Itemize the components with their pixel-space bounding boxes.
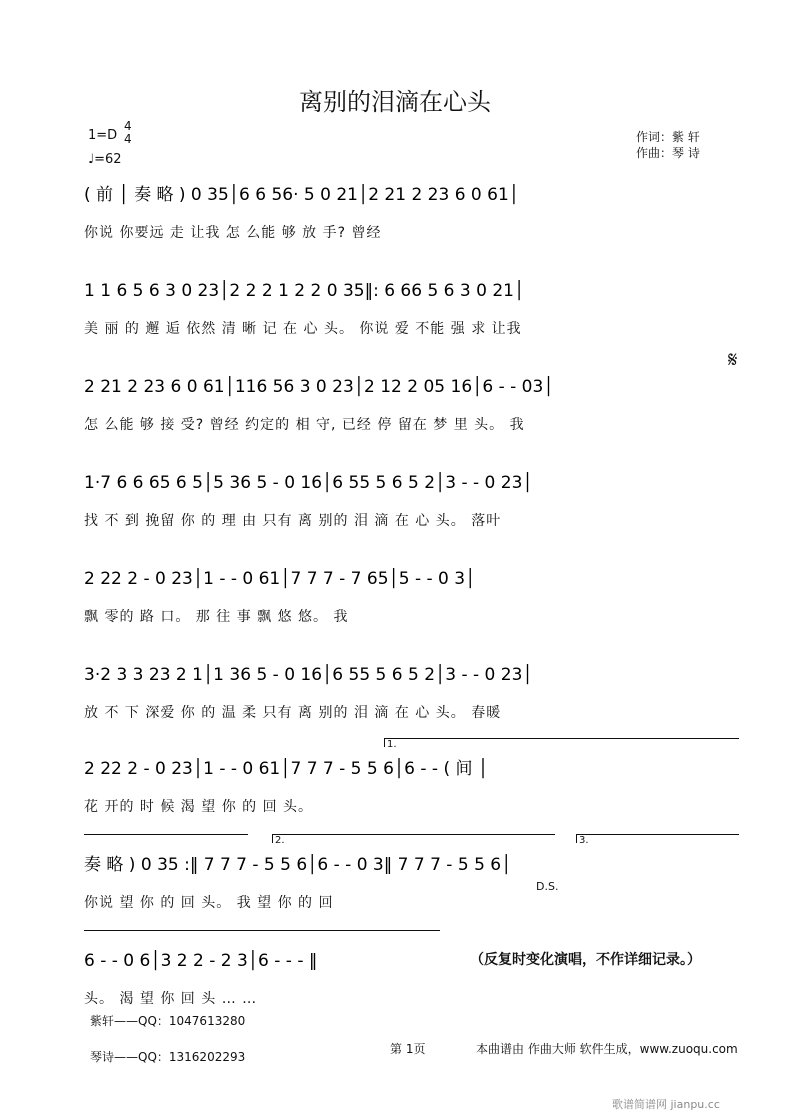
score-line-7 bbox=[84, 752, 744, 862]
notation-row bbox=[84, 944, 464, 980]
tempo-marking bbox=[88, 152, 122, 167]
song-title: 离别的泪滴在心头 bbox=[299, 88, 491, 116]
volta-bracket-continuation bbox=[84, 834, 248, 843]
volta-bracket-continuation-3 bbox=[84, 930, 440, 939]
volta-label: 1. bbox=[387, 739, 397, 750]
contact-lyricist: 紫轩——QQ：1047613280 bbox=[90, 1014, 246, 1028]
volta-label: 3. bbox=[579, 835, 589, 846]
score-line-2 bbox=[84, 274, 744, 384]
notation-text: 奏 略 ) 0 35 :‖ 7 7 7 - 5 5 6│6 - - 0 3‖ 7 7 7 - 5 5 6│ bbox=[84, 855, 512, 875]
score-line-4 bbox=[84, 466, 744, 576]
lyric-row: 飘 零的 路 口。 那 往 事 飘 悠 悠。 我 bbox=[84, 609, 349, 625]
volta-bracket-1 bbox=[384, 738, 739, 750]
volta-bracket-3 bbox=[576, 834, 739, 846]
notation-text: ( 前 │ 奏 略 ) 0 35│6 6 56· 5 0 21│2 21 2 23 6 0 61│ bbox=[84, 185, 520, 205]
time-signature-bottom: 4 bbox=[124, 132, 132, 146]
segno-icon: 𝄋 bbox=[728, 348, 738, 373]
lyric-row: 头。 渴 望 你 回 头 … … bbox=[84, 991, 258, 1007]
notation-row bbox=[84, 178, 744, 214]
repeat-note: （反复时变化演唱，不作详细记录。） bbox=[470, 952, 701, 968]
notation-text: 2 21 2 23 6 0 61│116 56 3 0 23│2 12 2 05 16│6 - - 03│ bbox=[84, 377, 554, 397]
contact-composer: 琴诗——QQ：1316202293 bbox=[90, 1050, 246, 1064]
notation-row bbox=[84, 370, 744, 406]
quarter-note-icon: ♩ bbox=[88, 152, 95, 167]
score-line-8 bbox=[84, 848, 744, 958]
notation-text: 3·2 3 3 23 2 1│1 36 5 - 0 16│6 55 5 6 5 2│3 - - 0 23│ bbox=[84, 665, 533, 685]
watermark: 歌谱简谱网 jianpu.cc bbox=[612, 1098, 720, 1111]
notation-text: 6 - - 0 6│3 2 2 - 2 3│6 - - - ‖ bbox=[84, 951, 318, 971]
lyricist-credit: 作词：紫 轩 bbox=[636, 130, 700, 144]
lyric-row: 花 开的 时 候 渴 望 你 的 回 头。 bbox=[84, 799, 314, 815]
ds-marking: D.S. bbox=[536, 880, 559, 893]
composer-credit: 作曲：琴 诗 bbox=[636, 146, 700, 160]
generator-note: 本曲谱由 作曲大师 软件生成，www.zuoqu.com bbox=[476, 1042, 738, 1056]
score-line-5 bbox=[84, 562, 744, 672]
notation-text: 1 1 6 5 6 3 0 23│2 2 2 1 2 2 0 35‖: 6 66 5 6 3 0 21│ bbox=[84, 281, 525, 301]
lyric-row: 找 不 到 挽留 你 的 理 由 只有 离 别的 泪 滴 在 心 头。 落叶 bbox=[84, 513, 502, 529]
time-signature-top: 4 bbox=[124, 119, 132, 133]
tempo-value: =62 bbox=[94, 152, 122, 167]
notation-row bbox=[84, 274, 744, 310]
key-signature: 1=D bbox=[88, 128, 118, 143]
page-number: 第 1页 bbox=[390, 1042, 426, 1056]
volta-label: 2. bbox=[275, 835, 285, 846]
notation-text: 2 22 2 - 0 23│1 - - 0 61│7 7 7 - 5 5 6│6 - - ( 间 │ bbox=[84, 759, 489, 779]
lyric-row: 美 丽 的 邂 逅 依然 清 晰 记 在 心 头。 你说 爱 不能 强 求 让我 bbox=[84, 321, 522, 337]
score-line-1 bbox=[84, 178, 744, 288]
notation-row bbox=[84, 466, 744, 502]
score-line-9 bbox=[84, 944, 464, 1054]
notation-row bbox=[84, 752, 744, 788]
notation-row bbox=[84, 658, 744, 694]
notation-text: 1·7 6 6 65 6 5│5 36 5 - 0 16│6 55 5 6 5 2│3 - - 0 23│ bbox=[84, 473, 533, 493]
notation-row bbox=[84, 848, 744, 884]
time-signature bbox=[124, 120, 132, 146]
lyric-row: 你说 望 你 的 回 头。 我 望 你 的 回 bbox=[84, 895, 334, 911]
notation-text: 2 22 2 - 0 23│1 - - 0 61│7 7 7 - 7 65│5 - - 0 3│ bbox=[84, 569, 476, 589]
score-line-3 bbox=[84, 370, 744, 480]
volta-bracket-2 bbox=[272, 834, 555, 846]
lyric-row: 怎 么能 够 接 受? 曾经 约定的 相 守, 已经 停 留在 梦 里 头。 我 bbox=[84, 417, 525, 433]
notation-row bbox=[84, 562, 744, 598]
lyric-row: 放 不 下 深爱 你 的 温 柔 只有 离 别的 泪 滴 在 心 头。 春暖 bbox=[84, 705, 502, 721]
lyric-row: 你说 你要远 走 让我 怎 么能 够 放 手? 曾经 bbox=[84, 225, 382, 241]
